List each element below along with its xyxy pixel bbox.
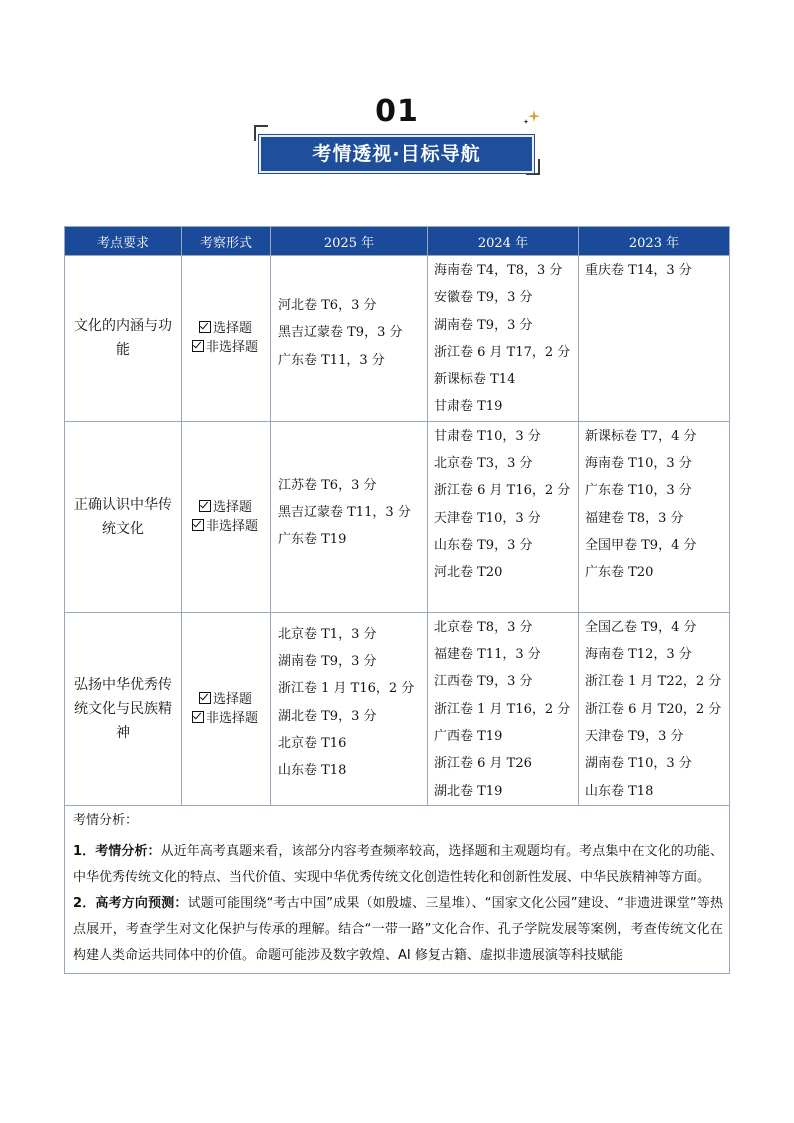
list-item: 山东卷 T18 (585, 783, 654, 799)
cell-2023 (579, 612, 730, 805)
topic-cell: 文化的内涵与功能 (65, 256, 182, 422)
checked-box-icon (199, 692, 211, 704)
list-item: 山东卷 T9，3 分 (434, 537, 533, 553)
format-cell: 选择题 非选择题 (182, 256, 271, 422)
list-item: 河北卷 T6，3 分 (278, 298, 377, 313)
list-item: 广东卷 T11，3 分 (278, 352, 385, 368)
list-item: 广东卷 T20 (585, 565, 654, 581)
checked-box-icon (199, 500, 211, 512)
cell-2023 (579, 256, 730, 422)
analysis-label-2: 2．高考方向预测： (73, 895, 188, 911)
list-item: 北京卷 T16 (278, 735, 347, 751)
list-item: 湖南卷 T10，3 分 (585, 756, 692, 772)
list-item: 浙江卷 1 月 T16，2 分 (278, 681, 415, 697)
list-item: 新课标卷 T7，4 分 (585, 428, 697, 444)
list-item: 湖南卷 T9，3 分 (434, 317, 533, 333)
list-item: 新课标卷 T14 (434, 372, 516, 388)
analysis-label-1: 1．考情分析： (73, 843, 161, 859)
table-row (65, 256, 730, 422)
analysis-text-2: 试题可能围绕“考古中国”成果（如殷墟、三星堆）、“国家文化公园”建设、“非遗进课堂”等热点展开，考查学生对文化保护与传承的理解。结合“一带一路”文化合作、孔子学院发展等案例，考查传统文化在构建人类命运共同体中的价值。命题可能涉及数字敦煌、AI 修复古籍、虚拟非遗展演等科技赋能 (73, 895, 723, 963)
list-item: 北京卷 T8，3 分 (434, 619, 533, 635)
cell-2024 (428, 256, 579, 422)
col-header-format: 考察形式 (182, 227, 271, 256)
table-row (65, 421, 730, 612)
list-item: 广东卷 T10，3 分 (585, 483, 692, 499)
list-item: 海南卷 T10，3 分 (585, 456, 692, 472)
list-item: 全国乙卷 T9，4 分 (585, 619, 697, 635)
analysis-row (65, 805, 730, 973)
section-title: 考情透视·目标导航 (259, 135, 534, 173)
analysis-cell (65, 805, 730, 973)
analysis-paragraph-1 (73, 839, 723, 891)
checked-box-icon (192, 519, 204, 531)
list-item: 甘肃卷 T19 (434, 399, 503, 415)
list-item: 湖北卷 T9，3 分 (278, 708, 377, 724)
cell-2025 (271, 256, 428, 422)
col-header-2025: 2025 年 (271, 227, 428, 256)
checked-box-icon (192, 711, 204, 723)
list-item: 浙江卷 6 月 T17，2 分 (434, 344, 571, 360)
cell-2025 (271, 612, 428, 805)
cell-2024 (428, 421, 579, 612)
list-item: 安徽卷 T9，3 分 (434, 290, 533, 306)
list-item: 广西卷 T19 (434, 728, 503, 744)
list-item: 黑吉辽蒙卷 T9，3 分 (278, 325, 403, 341)
analysis-title: 考情分析： (73, 812, 139, 828)
table-header-row (65, 227, 730, 256)
list-item: 广东卷 T19 (278, 532, 347, 548)
list-item: 全国甲卷 T9，4 分 (585, 537, 697, 553)
cell-2024 (428, 612, 579, 805)
list-item: 山东卷 T18 (278, 763, 347, 779)
format-cell: 选择题 非选择题 (182, 612, 271, 805)
list-item: 浙江卷 6 月 T20，2 分 (585, 701, 722, 717)
col-header-2023: 2023 年 (579, 227, 730, 256)
list-item: 甘肃卷 T10，3 分 (434, 428, 541, 444)
cell-2025 (271, 421, 428, 612)
table-row (65, 612, 730, 805)
list-item: 江苏卷 T6，3 分 (278, 477, 377, 493)
list-item: 福建卷 T11，3 分 (434, 647, 541, 663)
col-header-2024: 2024 年 (428, 227, 579, 256)
topic-cell: 弘扬中华优秀传统文化与民族精神 (65, 612, 182, 805)
list-item: 北京卷 T3，3 分 (434, 456, 533, 472)
list-item: 福建卷 T8，3 分 (585, 510, 684, 526)
list-item: 浙江卷 6 月 T16，2 分 (434, 483, 571, 499)
checked-box-icon (192, 340, 204, 352)
list-item: 海南卷 T12，3 分 (585, 647, 692, 663)
list-item: 浙江卷 6 月 T26 (434, 756, 532, 772)
section-banner (254, 125, 540, 175)
list-item: 浙江卷 1 月 T22，2 分 (585, 674, 722, 690)
section-number: 01 (375, 94, 419, 129)
list-item: 海南卷 T4，T8，3 分 (434, 263, 563, 278)
checked-box-icon (199, 321, 211, 333)
exam-analysis-table (64, 226, 730, 974)
list-item: 江西卷 T9，3 分 (434, 674, 533, 690)
analysis-text-1: 从近年高考真题来看，该部分内容考查频率较高，选择题和主观题均有。考点集中在文化的功能、中华优秀传统文化的特点、当代价值、实现中华优秀传统文化创造性转化和创新性发展、中华民族精神等方面。 (73, 843, 723, 885)
list-item: 重庆卷 T14，3 分 (585, 263, 692, 278)
cell-2023 (579, 421, 730, 612)
format-cell: 选择题 非选择题 (182, 421, 271, 612)
list-item: 湖北卷 T19 (434, 783, 503, 799)
list-item: 湖南卷 T9，3 分 (278, 654, 377, 670)
list-item: 天津卷 T10，3 分 (434, 510, 541, 526)
list-item: 北京卷 T1，3 分 (278, 626, 377, 642)
analysis-paragraph-2 (73, 891, 723, 969)
list-item: 天津卷 T9，3 分 (585, 728, 684, 744)
list-item: 河北卷 T20 (434, 565, 503, 581)
list-item: 浙江卷 1 月 T16，2 分 (434, 701, 571, 717)
col-header-requirement: 考点要求 (65, 227, 182, 256)
topic-cell: 正确认识中华传统文化 (65, 421, 182, 612)
list-item: 黑吉辽蒙卷 T11，3 分 (278, 505, 411, 521)
